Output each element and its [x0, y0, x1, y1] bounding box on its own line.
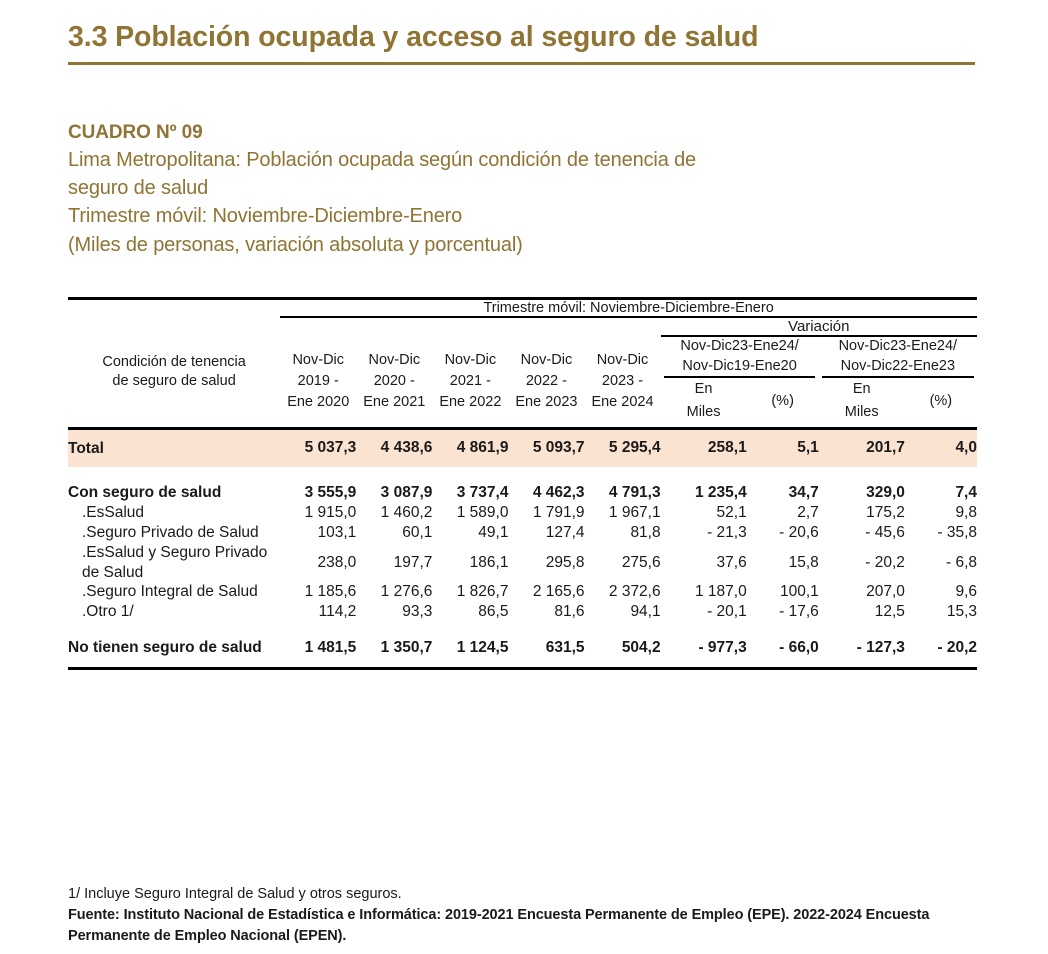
row-value: - 6,8 [945, 553, 977, 571]
row-value: 3 087,9 [380, 484, 433, 502]
header-variacion-label: Variación [788, 318, 850, 335]
row-label [68, 430, 280, 468]
row-label-line: Total [68, 439, 104, 457]
header-period-5-line-2: 2023 - [601, 373, 644, 390]
row-value: 4 462,3 [532, 484, 585, 502]
header-period-3-line-2: 2021 - [449, 373, 491, 390]
row-value: 186,1 [469, 553, 509, 571]
row-value: - 20,6 [779, 523, 819, 541]
header-period-2-line-3: Ene 2021 [363, 394, 426, 411]
row-label-line: Con seguro de salud [68, 484, 222, 502]
row-value: 15,8 [788, 553, 819, 571]
header-period-1-line-1: Nov-Dic [292, 352, 345, 369]
row-value: 201,7 [819, 430, 905, 468]
row-value: 94,1 [630, 603, 661, 621]
header-row-variacion [68, 318, 977, 335]
data-table-container [68, 297, 977, 670]
header-period-1-line-3: Ene 2020 [287, 394, 350, 411]
row-value: 114,2 [318, 603, 357, 621]
row-value: - 20,2 [865, 553, 905, 571]
row-value: 5 295,4 [585, 430, 661, 468]
row-value: 1 967,1 [608, 504, 661, 522]
row-value: - 66,0 [779, 639, 819, 657]
row-value: 258,1 [661, 430, 747, 468]
row-label [68, 503, 280, 523]
row-value: 7,4 [955, 484, 977, 502]
header-stub-condition [68, 318, 280, 427]
table-row [68, 543, 977, 583]
caption-period-line: Trimestre móvil: Noviembre-Diciembre-Enero [68, 205, 463, 228]
header-period-4 [508, 337, 584, 427]
row-value: 329,0 [866, 484, 905, 502]
footnote-1: 1/ Incluye Seguro Integral de Salud y otros seguros. [68, 886, 402, 902]
row-label [68, 523, 280, 543]
row-label-line: No tienen seguro de salud [68, 639, 262, 657]
row-value: - 45,6 [865, 523, 905, 541]
header-variation-group-1-line-1: Nov-Dic23-Ene24/ [680, 338, 799, 354]
row-spacer [68, 467, 977, 483]
row-value: 12,5 [874, 603, 905, 621]
header-stub-line-2: de seguro de salud [112, 373, 236, 390]
row-label-line: .Otro 1/ [82, 603, 134, 621]
row-value: 3 737,4 [456, 484, 509, 502]
row-value: 2 165,6 [532, 583, 585, 601]
caption-title-line-1: Lima Metropolitana: Población ocupada según condición de tenencia de [68, 148, 697, 171]
row-value: 81,8 [630, 523, 661, 541]
header-period-5-line-1: Nov-Dic [596, 352, 649, 369]
row-value: 175,2 [866, 504, 905, 522]
row-value: 1 460,2 [380, 504, 433, 522]
row-value: 1 187,0 [694, 583, 747, 601]
row-value: 1 791,9 [532, 504, 585, 522]
row-spacer [68, 658, 977, 667]
header-period-2-line-1: Nov-Dic [368, 352, 421, 369]
header-period-4-line-3: Ene 2023 [515, 394, 578, 411]
row-value: 631,5 [545, 639, 585, 657]
header-period-5 [584, 337, 660, 427]
header-variation-group-2 [819, 337, 977, 376]
header-unit-abs-1-line-2: Miles [686, 404, 721, 421]
row-value: 93,3 [402, 603, 433, 621]
row-value: 1 235,4 [694, 484, 747, 502]
row-value: - 35,8 [937, 523, 977, 541]
header-unit-abs-2 [819, 378, 905, 424]
table-row [68, 503, 977, 523]
row-value: - 20,2 [937, 639, 977, 657]
row-value: - 21,3 [707, 523, 747, 541]
table-caption [68, 120, 983, 259]
row-value: 275,6 [621, 553, 661, 571]
row-label [68, 582, 280, 602]
header-unit-pct-2: (%) [929, 392, 953, 409]
header-unit-abs-2-line-1: En [852, 381, 871, 398]
row-label-line: .Seguro Integral de Salud [82, 583, 258, 601]
header-period-3-line-3: Ene 2022 [439, 394, 502, 411]
header-period-4-line-1: Nov-Dic [520, 352, 573, 369]
row-value: 5 093,7 [508, 430, 584, 468]
header-variation-group-2-line-1: Nov-Dic23-Ene24/ [838, 338, 958, 354]
row-value: - 17,6 [779, 603, 819, 621]
row-label-line: de Salud [82, 563, 144, 581]
title-underline-rule [68, 62, 975, 65]
row-label [68, 543, 280, 583]
table-row [68, 582, 977, 602]
header-variation-group-1 [661, 337, 819, 376]
table-row [68, 638, 977, 658]
statistics-table [68, 300, 977, 427]
table-footnotes [68, 884, 983, 947]
header-unit-abs-1 [661, 378, 747, 424]
header-period-4-line-2: 2022 - [525, 373, 567, 390]
row-value: 207,0 [866, 583, 905, 601]
table-row [68, 430, 977, 468]
row-value: 86,5 [478, 603, 509, 621]
header-stub-blank [68, 300, 280, 316]
table-row [68, 483, 977, 503]
header-period-5-line-3: Ene 2024 [591, 394, 654, 411]
header-period-3-line-1: Nov-Dic [444, 352, 497, 369]
caption-units-line: (Miles de personas, variación absoluta y porcentual) [68, 233, 523, 256]
table-bottom-rule [68, 667, 977, 670]
row-value: 9,8 [955, 504, 977, 522]
row-value: 1 276,6 [380, 583, 433, 601]
row-value: 197,7 [393, 553, 433, 571]
row-value: 15,3 [946, 603, 977, 621]
header-stub-line-1: Condición de tenencia [102, 354, 246, 371]
row-spacer [68, 622, 977, 638]
row-value: 4 861,9 [432, 430, 508, 468]
row-value: 4,0 [905, 430, 977, 468]
header-years-blank [280, 318, 660, 335]
row-value: 1 481,5 [304, 639, 357, 657]
row-spacer-cell [68, 622, 977, 638]
row-value: 37,6 [716, 553, 747, 571]
row-value: 1 350,7 [380, 639, 433, 657]
row-label-line: .EsSalud y Seguro Privado [82, 543, 268, 561]
row-label [68, 638, 280, 658]
table-row [68, 523, 977, 543]
header-unit-pct-1: (%) [771, 392, 794, 409]
row-value: 60,1 [402, 523, 433, 541]
row-value: - 977,3 [698, 639, 747, 657]
page-title: 3.3 Población ocupada y acceso al seguro de salud [68, 21, 759, 53]
row-value: 4 438,6 [356, 430, 432, 468]
header-trimester-span-label: Trimestre móvil: Noviembre-Diciembre-Enero [483, 300, 774, 316]
row-value: 1 915,0 [304, 504, 357, 522]
row-label [68, 602, 280, 622]
section-header [68, 22, 980, 65]
row-label-line: .Seguro Privado de Salud [82, 523, 259, 541]
source-line-2: Permanente de Empleo Nacional (EPEN). [68, 928, 347, 945]
row-value: 3 555,9 [304, 484, 357, 502]
statistics-table-body [68, 430, 977, 667]
caption-number: CUADRO Nº 09 [68, 122, 203, 143]
row-spacer-cell [68, 658, 977, 667]
source-line-1: Fuente: Instituto Nacional de Estadística e Informática: 2019-2021 Encuesta Permanente de Empleo (EPE). 2022-2024 Encuesta [68, 907, 930, 924]
row-value: 103,1 [317, 523, 357, 541]
row-value: 504,2 [621, 639, 661, 657]
row-value: 2 372,6 [608, 583, 661, 601]
row-value: 52,1 [716, 504, 747, 522]
row-label [68, 483, 280, 503]
row-value: 2,7 [797, 504, 819, 522]
row-value: 100,1 [779, 583, 819, 601]
header-period-3 [432, 337, 508, 427]
row-value: 4 791,3 [608, 484, 661, 502]
row-label-line: .EsSalud [82, 504, 145, 522]
header-unit-abs-2-line-2: Miles [844, 404, 879, 421]
row-value: 9,6 [955, 583, 977, 601]
row-value: 49,1 [478, 523, 509, 541]
row-value: 5 037,3 [280, 430, 356, 468]
header-period-2 [356, 337, 432, 427]
row-value: 238,0 [317, 553, 357, 571]
row-value: 5,1 [747, 430, 819, 468]
row-value: 1 185,6 [304, 583, 357, 601]
caption-title-line-2: seguro de salud [68, 177, 209, 200]
row-value: 34,7 [788, 484, 819, 502]
table-row [68, 602, 977, 622]
header-period-1-line-2: 2019 - [297, 373, 339, 390]
row-value: 1 589,0 [456, 504, 509, 522]
row-value: 127,4 [545, 523, 585, 541]
header-unit-abs-1-line-1: En [694, 381, 713, 398]
row-spacer-cell [68, 467, 977, 483]
header-variation-group-2-line-2: Nov-Dic22-Ene23 [840, 357, 956, 374]
row-value: 295,8 [545, 553, 585, 571]
header-variation-group-1-line-2: Nov-Dic19-Ene20 [682, 357, 797, 374]
row-value: 1 124,5 [456, 639, 509, 657]
row-value: 81,6 [554, 603, 585, 621]
row-value: - 127,3 [856, 639, 905, 657]
header-period-2-line-2: 2020 - [373, 373, 415, 390]
header-row-trimester-span [68, 300, 977, 316]
row-value: - 20,1 [707, 603, 747, 621]
row-value: 1 826,7 [456, 583, 509, 601]
header-period-1 [280, 337, 356, 427]
